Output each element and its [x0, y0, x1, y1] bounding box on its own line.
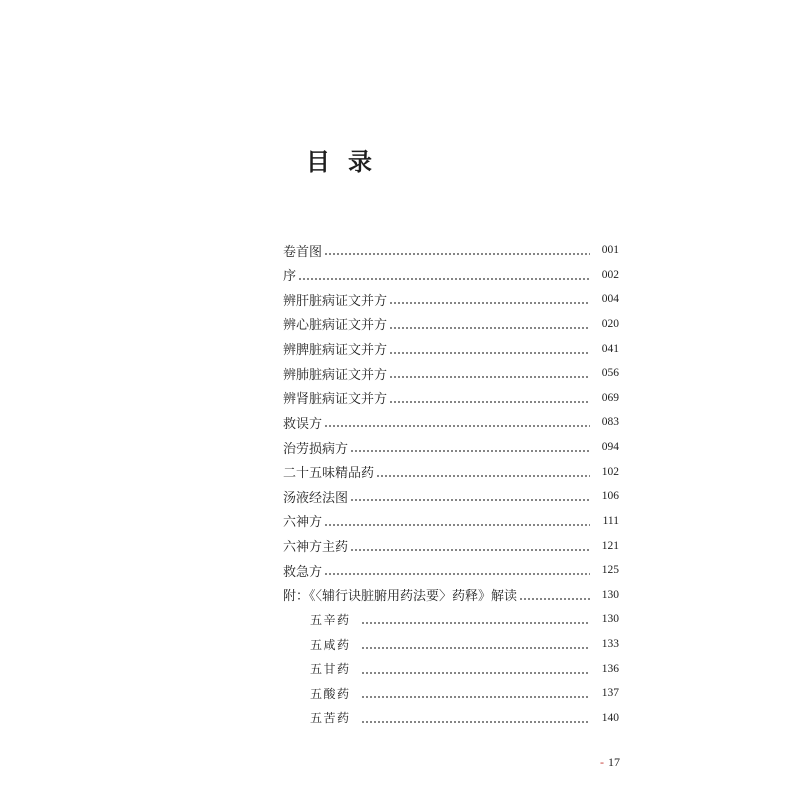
toc-entry-page: 106 [601, 490, 619, 503]
toc-entry [283, 312, 619, 337]
toc-entry-title: 辨心脏病证文并方 [283, 317, 388, 333]
toc-entry [283, 385, 619, 410]
toc-sub-entry-page: 137 [601, 687, 619, 700]
toc-sub-entry [283, 656, 619, 681]
toc-entry [283, 336, 619, 361]
toc-entry-title: 序 [283, 268, 297, 284]
toc-sub-entry [283, 607, 619, 632]
toc-entry-title: 卷首图 [283, 243, 323, 259]
dot-leader [519, 598, 590, 600]
toc-entry-title: 救误方 [283, 415, 323, 431]
toc-entry-title: 辨肾脏病证文并方 [283, 391, 388, 407]
dot-leader [361, 622, 590, 624]
page-number: 17 [608, 755, 620, 769]
toc-entry-title: 六神方主药 [283, 539, 349, 554]
toc-entry-page: 102 [601, 465, 619, 478]
page-number-marker: - [600, 755, 604, 769]
toc-entry-page: 002 [601, 268, 619, 281]
toc-entry-title: 汤液经法图 [283, 489, 349, 505]
toc-entry-page: 069 [601, 391, 619, 404]
toc-entry [283, 435, 619, 460]
dot-leader [389, 401, 590, 403]
dot-leader [389, 327, 590, 329]
toc-entry [283, 459, 619, 484]
table-of-contents [283, 238, 619, 731]
toc-entry-title: 辨肝脏病证文并方 [283, 292, 388, 308]
toc-entry-page: 056 [601, 367, 619, 380]
toc-entry-page: 001 [601, 244, 619, 256]
dot-leader [324, 253, 590, 255]
toc-entry-page: 041 [601, 342, 619, 355]
toc-sub-entry-title: 五甘药 [310, 662, 351, 677]
toc-sub-entry-title: 五苦药 [310, 711, 351, 726]
toc-entry-page: 130 [601, 588, 619, 601]
toc-entry-title: 六神方 [283, 514, 323, 530]
toc-entry [283, 262, 619, 287]
dot-leader [350, 450, 590, 452]
toc-entry-title: 附：《〈辅行诀脏腑用药法要〉药释》解读 [283, 588, 518, 604]
toc-entry [283, 238, 619, 263]
toc-sub-entry-title: 五酸药 [310, 686, 351, 701]
toc-sub-entry [283, 681, 619, 706]
toc-entry-page: 121 [601, 539, 619, 552]
toc-entry [283, 484, 619, 509]
toc-entry [283, 361, 619, 386]
toc-entry-title: 辨肺脏病证文并方 [283, 366, 388, 382]
toc-entry [283, 582, 619, 607]
dot-leader [350, 549, 590, 551]
toc-entry [283, 410, 619, 435]
dot-leader [361, 696, 590, 698]
toc-entry [283, 558, 619, 583]
toc-entry-title: 二十五味精品药 [283, 465, 375, 481]
dot-leader [324, 524, 590, 526]
toc-entry-page: 020 [601, 317, 619, 330]
toc-entry-title: 救急方 [283, 563, 323, 579]
page-title: 目 录 [306, 150, 378, 176]
dot-leader [389, 352, 590, 354]
toc-entry-page: 094 [601, 441, 619, 453]
dot-leader [376, 475, 590, 477]
toc-entry-page: 125 [601, 564, 619, 577]
toc-sub-entry [283, 706, 619, 731]
dot-leader [324, 425, 590, 427]
dot-leader [298, 278, 590, 280]
dot-leader [324, 573, 590, 575]
toc-entry [283, 509, 619, 534]
dot-leader [361, 647, 590, 649]
page-footer [600, 753, 620, 771]
toc-entry-title: 辨脾脏病证文并方 [283, 342, 388, 357]
toc-entry-title: 治劳损病方 [283, 440, 349, 456]
toc-sub-entry-page: 133 [601, 638, 619, 650]
toc-entry-page: 111 [602, 514, 619, 527]
toc-entry-page: 083 [601, 416, 619, 429]
toc-sub-entry [283, 632, 619, 657]
dot-leader [361, 672, 590, 674]
dot-leader [361, 721, 590, 723]
dot-leader [389, 302, 590, 304]
toc-sub-entry-page: 130 [601, 613, 619, 626]
toc-entry-page: 004 [601, 293, 619, 306]
toc-sub-entry-page: 136 [601, 662, 619, 675]
toc-entry [283, 533, 619, 558]
toc-sub-entry-title: 五辛药 [310, 612, 351, 627]
dot-leader [350, 499, 590, 501]
toc-sub-entry-page: 140 [601, 711, 619, 724]
toc-sub-entry-title: 五咸药 [310, 637, 351, 652]
toc-entry [283, 287, 619, 312]
dot-leader [389, 376, 590, 378]
